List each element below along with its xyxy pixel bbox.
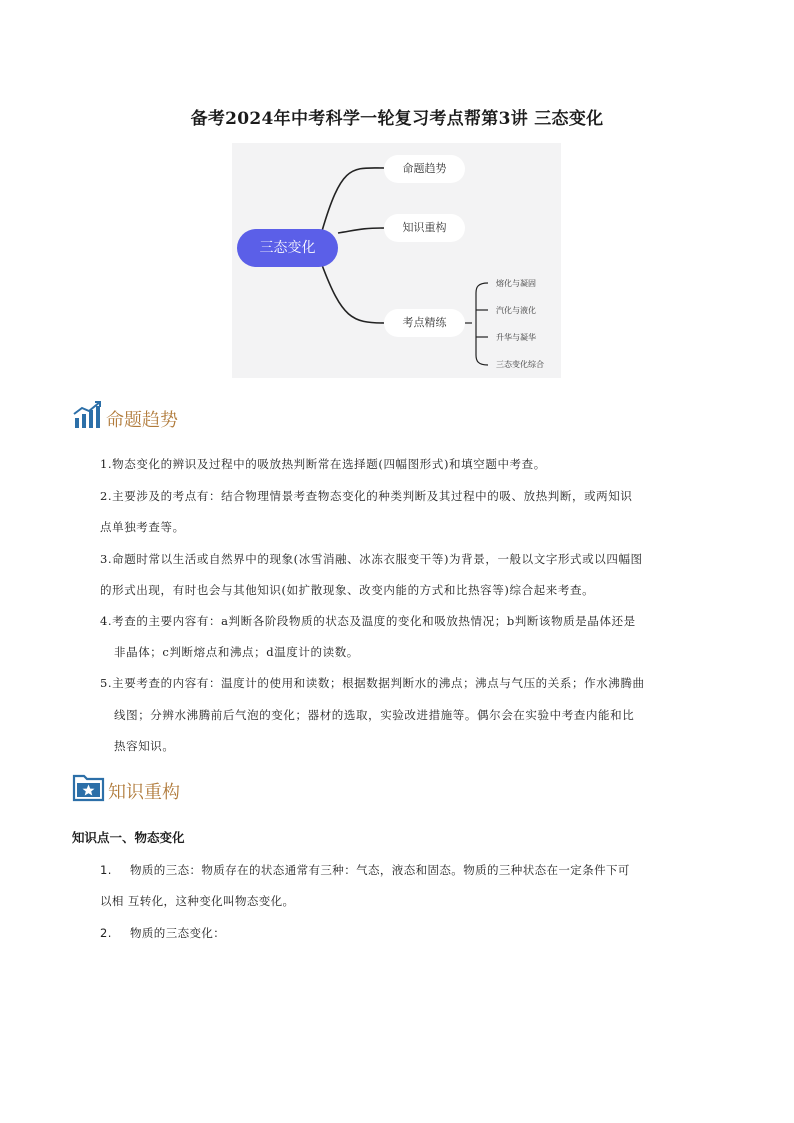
mind-map-leaf-melting: 熔化与凝固 <box>496 279 536 288</box>
trend-item-4: 4.考查的主要内容有：a判断各阶段物质的状态及温度的变化和吸放热情况；b判断该物质是晶体还是 <box>100 614 636 628</box>
mind-map-leaf-sublimation: 升华与凝华 <box>496 333 536 342</box>
section-knowledge-heading <box>72 770 180 804</box>
knowledge-paragraph-1-number: 1. <box>100 863 112 877</box>
trend-item-3: 3.命题时常以生活或自然界中的现象(冰雪消融、冰冻衣服变干等)为背景，一般以文字形式或以四幅图 <box>100 552 643 566</box>
trend-item-3-cont: 的形式出现，有时也会与其他知识(如扩散现象、改变内能的方式和比热容等)综合起来考查。 <box>100 583 595 597</box>
trend-item-5-cont: 线图；分辨水沸腾前后气泡的变化；器材的选取，实验改进措施等。偶尔会在实验中考查内能和比 <box>114 708 635 722</box>
mind-map-leaf-comprehensive: 三态变化综合 <box>496 360 544 369</box>
folder-star-icon <box>72 770 106 804</box>
mind-map-branch-practice: 考点精练 <box>384 309 465 337</box>
section-trend-title: 命题趋势 <box>106 410 178 431</box>
section-knowledge-title: 知识重构 <box>108 782 180 803</box>
knowledge-paragraph-2 <box>100 920 225 946</box>
mind-map-root: 三态变化 <box>237 229 338 267</box>
knowledge-point-title: 知识点一、物态变化 <box>72 830 185 845</box>
knowledge-paragraph-1 <box>100 857 630 883</box>
bar-chart-trend-icon <box>72 400 104 432</box>
knowledge-paragraph-1-cont: 以相 互转化，这种变化叫物态变化。 <box>100 894 295 908</box>
mind-map-leaf-vaporization: 汽化与液化 <box>496 306 536 315</box>
trend-item-2-cont: 点单独考查等。 <box>100 520 185 534</box>
section-trend-heading <box>72 400 178 432</box>
knowledge-paragraph-2-text: 物质的三态变化： <box>130 926 226 940</box>
mind-map-branch-trend: 命题趋势 <box>384 155 465 183</box>
trend-item-2: 2.主要涉及的考点有：结合物理情景考查物态变化的种类判断及其过程中的吸、放热判断，或两知识 <box>100 489 633 503</box>
page-title: 备考2024年中考科学一轮复习考点帮第3讲 三态变化 <box>190 109 604 129</box>
mind-map-branch-knowledge: 知识重构 <box>384 214 465 242</box>
trend-item-4-cont: 非晶体；c判断熔点和沸点；d温度计的读数。 <box>114 645 359 659</box>
knowledge-paragraph-1-text: 物质的三态：物质存在的状态通常有三种：气态，液态和固态。物质的三种状态在一定条件下可 <box>130 863 630 877</box>
trend-item-5-cont2: 热容知识。 <box>114 739 175 753</box>
mind-map <box>232 143 561 378</box>
trend-item-1: 1.物态变化的辨识及过程中的吸放热判断常在选择题(四幅图形式)和填空题中考查。 <box>100 457 546 471</box>
trend-item-5: 5.主要考查的内容有：温度计的使用和读数；根据数据判断水的沸点；沸点与气压的关系；作水沸腾曲 <box>100 676 645 690</box>
knowledge-paragraph-2-number: 2. <box>100 926 112 940</box>
